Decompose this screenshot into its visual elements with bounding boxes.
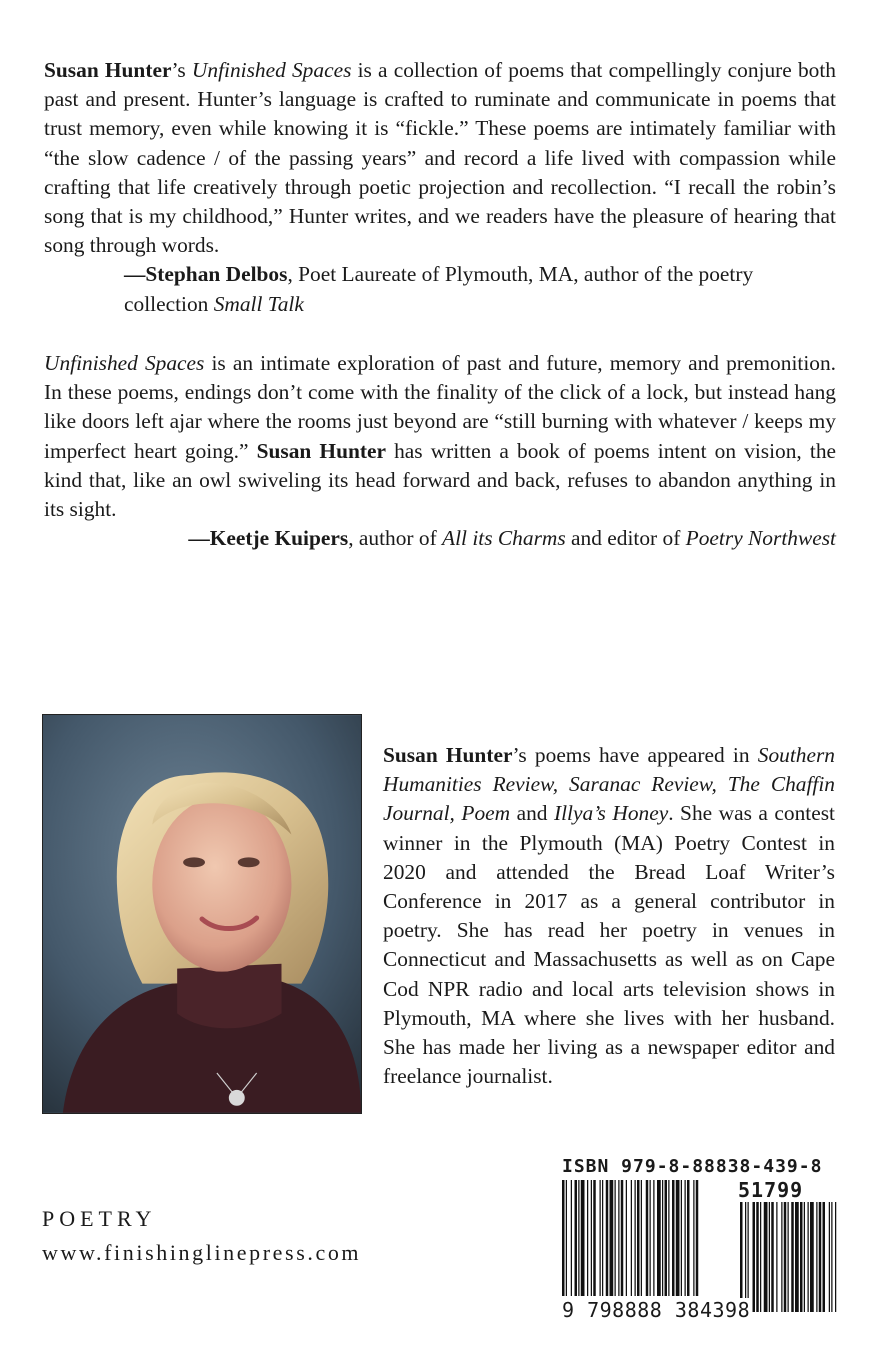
barcode-bar <box>665 1180 668 1296</box>
barcode-bar <box>637 1180 640 1296</box>
barcode-bar <box>571 1180 572 1296</box>
attribution-name: Stephan Delbos <box>145 262 288 287</box>
barcode-addon-bar <box>745 1202 746 1312</box>
barcode-addon-bar <box>756 1202 759 1312</box>
blurb-keetje-kuipers <box>44 349 836 553</box>
barcode-addon-bar <box>800 1202 803 1312</box>
bio-text: and <box>510 801 554 826</box>
barcode-bar <box>650 1180 651 1296</box>
barcode-bar <box>602 1180 603 1296</box>
publication-name: Illya’s Honey <box>553 801 669 826</box>
attribution-dash: — <box>124 262 146 287</box>
attribution-work: All its Charms <box>442 526 566 551</box>
barcode-bar <box>653 1180 654 1296</box>
barcode-addon-bar <box>810 1202 814 1312</box>
portrait-illustration <box>43 715 361 1113</box>
attribution-text: , author of <box>348 526 443 551</box>
barcode-bar <box>657 1180 661 1296</box>
barcode-addon-bar <box>781 1202 782 1312</box>
barcode-bar <box>600 1180 601 1296</box>
barcode-addon-bar <box>823 1202 826 1312</box>
attribution-text: and editor of <box>565 526 686 551</box>
barcode-addon-bar <box>771 1202 774 1312</box>
barcode-bar <box>635 1180 636 1296</box>
isbn-text: ISBN 979-8-88838-439-8 <box>562 1156 823 1177</box>
barcode-addon-bar <box>816 1202 817 1312</box>
barcode-addon-bar <box>808 1202 809 1312</box>
blurb-paragraph <box>44 349 836 524</box>
blurb-text: is an intimate exploration of past and future, memory and premonition. In these poems, endings don’t come with the finality of the click of a lock, but instead hang like doors left ajar where the rooms just beyond are “still burning with whatever / keeps my imperfect heart going.” <box>44 351 837 463</box>
attribution-dash: — <box>188 526 210 551</box>
barcode-addon-bar <box>804 1202 805 1312</box>
barcode-bar <box>618 1180 619 1296</box>
barcode-bar <box>626 1180 627 1296</box>
publisher-website[interactable]: www.finishinglinepress.com <box>42 1240 362 1265</box>
attribution-work: Poetry Northwest <box>685 526 836 551</box>
genre-label: POETRY <box>42 1206 157 1231</box>
barcode-addon-bar <box>753 1202 756 1312</box>
possessive: ’s <box>171 58 192 82</box>
barcode-addon-bar <box>764 1202 768 1312</box>
blurb-paragraph <box>44 56 836 260</box>
barcode-bar <box>615 1180 616 1296</box>
book-title: Unfinished Spaces <box>191 58 352 82</box>
author-name: Susan Hunter <box>383 743 513 767</box>
barcode-addon-bar <box>769 1202 770 1312</box>
barcode-addon-bar <box>784 1202 787 1312</box>
author-name: Susan Hunter <box>256 438 386 463</box>
barcode-bar <box>593 1180 596 1296</box>
barcode-addon-bar <box>829 1202 830 1312</box>
barcode-addon-bar <box>748 1202 749 1312</box>
barcode-bar <box>676 1180 680 1296</box>
isbn-barcode <box>558 1156 840 1326</box>
attribution-work: Small Talk <box>213 291 304 316</box>
barcode-bar <box>578 1180 579 1296</box>
author-photo <box>42 714 362 1114</box>
barcode-bar <box>575 1180 578 1296</box>
blurb-stephan-delbos <box>44 56 836 319</box>
barcode-bar <box>591 1180 592 1296</box>
book-title: Unfinished Spaces <box>44 351 205 375</box>
author-bio <box>383 741 835 1091</box>
blurb-attribution <box>44 260 836 318</box>
barcode-bar <box>681 1180 682 1296</box>
barcode-bar <box>687 1180 690 1296</box>
barcode-bar <box>685 1180 686 1296</box>
bio-text: poems have appeared in <box>526 743 758 767</box>
barcode-bar <box>693 1180 694 1296</box>
barcode-bar <box>610 1180 614 1296</box>
author-name: Susan Hunter <box>44 58 172 82</box>
barcode-addon-bar <box>760 1202 761 1312</box>
barcode-bar <box>587 1180 588 1296</box>
bio-text: . She was a contest winner in the Plymouth (MA) Poetry Contest in 2020 and attended the Bread Loaf Writer’s Conference in 2017 as a general contributor in poetry. She has read her poetry in venues in Connecticut and Massachusetts as well as on Cape Cod NPR radio and local arts television shows in Plymouth, MA where she lives with her husband. She has made her living as a newspaper editor and freelance journalist. <box>383 801 835 1089</box>
barcode-bar <box>662 1180 663 1296</box>
attribution-text: , Poet Laureate of Plymouth, MA, author of the poetry collection <box>124 262 754 316</box>
blurb-text: is a collection of poems that compellingly conjure both past and present. Hunter’s language is crafted to ruminate and communicate in poems that trust memory, even while knowing it is “fickle.” These poems are intimately familiar with “the slow cadence / of the passing years” and record a life lived with compassion while crafting that life creatively through poetic projection and recollection. “I recall the robin’s song that is my childhood,” Hunter writes, and we readers have the pleasure of hearing that song through words. <box>44 58 836 258</box>
barcode-addon-bar <box>791 1202 794 1312</box>
barcode-addon-bar <box>776 1202 777 1312</box>
barcode-addon-bar <box>788 1202 789 1312</box>
barcode-bar <box>641 1180 642 1296</box>
barcode-bar <box>696 1180 699 1296</box>
attribution-name: Keetje Kuipers <box>209 526 349 551</box>
price-code: 51799 <box>738 1178 804 1202</box>
barcode-addon-bar <box>831 1202 832 1312</box>
barcode-bar <box>646 1180 649 1296</box>
barcode-bar <box>621 1180 624 1296</box>
blurb-attribution <box>44 524 836 553</box>
barcode-addon-bar <box>740 1202 743 1312</box>
ean-digits: 9 798888 384398 <box>562 1298 751 1322</box>
blurb-text: has written a book of poems intent on vision, the kind that, like an owl swiveling its head forward and back, refuses to abandon anything in its sight. <box>44 438 837 522</box>
barcode-bar <box>631 1180 632 1296</box>
barcode-addon-bar <box>819 1202 822 1312</box>
barcode-bar <box>606 1180 609 1296</box>
barcode-bar <box>566 1180 567 1296</box>
barcode-addon-bar <box>795 1202 799 1312</box>
barcode-bar <box>581 1180 585 1296</box>
barcode-bar <box>668 1180 669 1296</box>
barcode-bar <box>562 1180 565 1296</box>
bio-paragraph <box>383 741 835 1091</box>
possessive: ’s <box>512 743 527 767</box>
barcode-addon-bar <box>835 1202 836 1312</box>
publication-list: Southern Humanities Review, Saranac Review, The Chaffin Journal, Poem <box>383 743 835 826</box>
barcode-bar <box>672 1180 675 1296</box>
